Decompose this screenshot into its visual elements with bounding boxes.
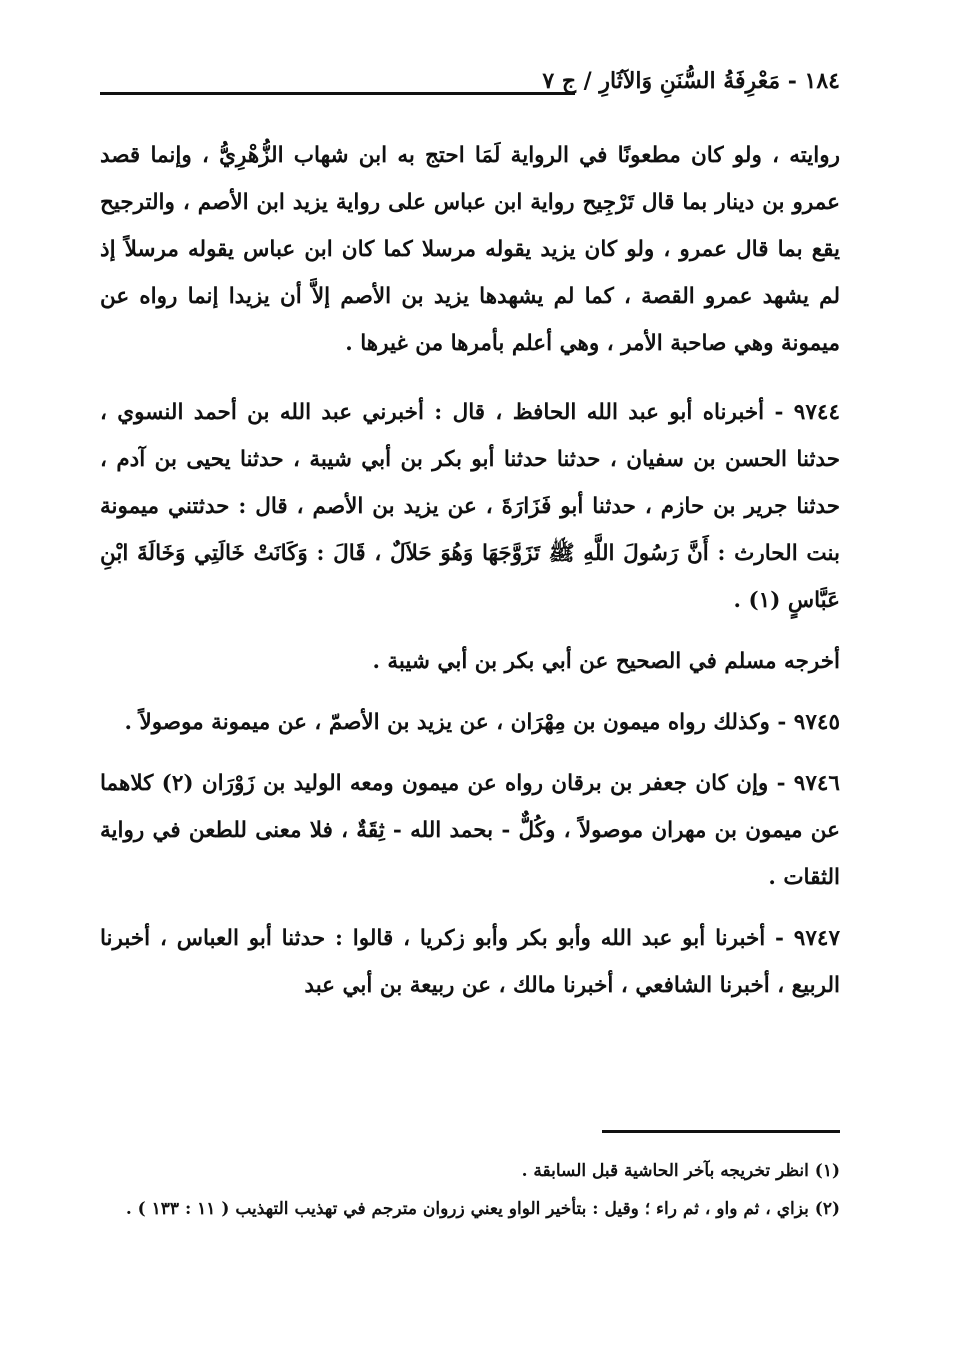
paragraph-hadith-9746: ٩٧٤٦ - وإن كان جعفر بن برقان رواه عن ميمون ومعه الوليد بن زَوْرَان (٢) كلاهما عن ميمون بن مهران موصولاً ، وكُلٌّ - بحمد الله - ثِقَةٌ ، فلا معنى للطعن في رواية الثقات .: [100, 771, 840, 890]
running-head: ١٨٤ - مَعْرِفَةُ السُّنَنِ وَالآثَارِ / ج ٧: [542, 68, 840, 94]
footnote-1: (١) انظر تخريجه بآخر الحاشية قبل السابقة .: [521, 1161, 840, 1181]
footnote-2: (٢) بزاي ، ثم واو ، ثم راء ؛ وقيل : بتأخير الواو يعني زروان مترجم في تهذيب التهذيب ( ١١ : ١٣٣ ) .: [125, 1199, 840, 1219]
main-text: [100, 132, 840, 1023]
page-header: [100, 62, 840, 102]
paragraph-hadith-9745: ٩٧٤٥ - وكذلك رواه ميمون بن مِهْرَان ، عن يزيد بن الأصمّ ، عن ميمونة موصولاً .: [124, 710, 840, 735]
header-rule: [100, 92, 575, 95]
paragraph-hadith-9747: ٩٧٤٧ - أخبرنا أبو عبد الله وأبو بكر وأبو زكريا ، قالوا : حدثنا أبو العباس ، أخبرنا الربيع ، أخبرنا الشافعي ، أخبرنا مالك ، عن ربيعة بن أبي عبد: [100, 926, 840, 998]
paragraph-takhrij: أخرجه مسلم في الصحيح عن أبي بكر بن أبي شيبة .: [372, 649, 840, 674]
footnotes: [100, 1152, 840, 1228]
paragraph-1: روايته ، ولو كان مطعونًا في الرواية لَمَا احتج به ابن شهاب الزُّهْرِيُّ ، وإنما قصد عمرو بن دينار بما قال تَرْجِيح رواية ابن عباس على رواية يزيد ابن الأصم ، والترجيح يقع بما قال عمرو ، ولو كان يزيد يقوله مرسلا كما كان ابن عباس يقوله مرسلاً إذ لم يشهد عمرو القصة ، كما لم يشهدها يزيد بن الأصم إلاَّ أن يزيدا إنما رواه عن ميمونة وهي صاحبة الأمر ، وهي أعلم بأمرها من غيرها .: [100, 143, 840, 356]
footnote-rule: [602, 1130, 840, 1133]
paragraph-hadith-9744: ٩٧٤٤ - أخبرناه أبو عبد الله الحافظ ، قال : أخبرني عبد الله بن أحمد النسوي ، حدثنا الحسن بن سفيان ، حدثنا حدثنا أبو بكر بن أبي شيبة ، حدثنا يحيى بن آدم ، حدثنا جرير بن حازم ، حدثنا أبو فَزَارَةَ ، عن يزيد بن الأصم ، قال : حدثتني ميمونة بنت الحارث : أَنَّ رَسُولَ اللَّهِ ﷺ تَزَوَّجَهَا وَهُوَ حَلاَلٌ ، قَالَ : وَكَانَتْ خَالَتِي وَخَالَةَ ابْنِ عَبَّاسٍ (١) .: [100, 400, 840, 613]
